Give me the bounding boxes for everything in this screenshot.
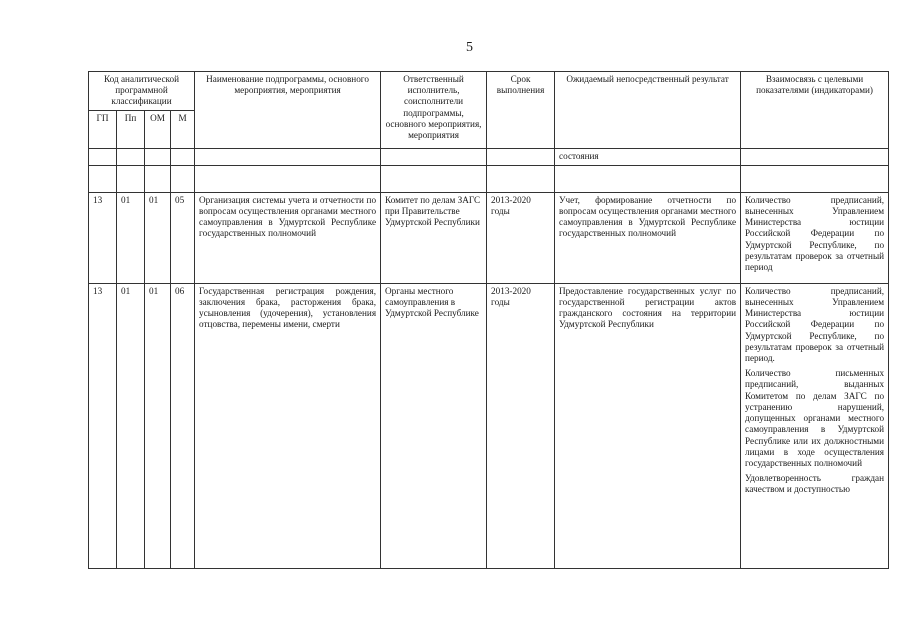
- header-name: Наименование подпрограммы, основного мероприятия, мероприятия: [195, 72, 381, 149]
- cell-name: Организация системы учета и отчетности по вопросам осуществления органами местного самоуправления в Удмуртской Республике государственных полномочий: [195, 192, 381, 283]
- cell-m: 05: [171, 192, 195, 283]
- header-col-pp: Пп: [117, 110, 145, 148]
- cell-om: 01: [145, 283, 171, 568]
- program-table: [88, 71, 889, 569]
- header-executor: Ответственный исполнитель, соисполнители подпрограммы, основного мероприятия, мероприятия: [381, 72, 487, 149]
- link-item: Удовлетворенность граждан качеством и доступностью: [745, 473, 885, 495]
- cell-om: 01: [145, 192, 171, 283]
- header-col-gp: ГП: [89, 110, 117, 148]
- cell-name: Государственная регистрация рождения, заключения брака, расторжения брака, усыновления (удочерения), установления отцовства, перемены имени, смерти: [195, 283, 381, 568]
- continuation-result: состояния: [555, 148, 741, 165]
- header-result: Ожидаемый непосредственный результат: [555, 72, 741, 149]
- header-row: [89, 72, 889, 111]
- table-row: [89, 283, 889, 568]
- cell-link: [741, 283, 889, 568]
- header-term: Срок выполнения: [487, 72, 555, 149]
- table-row: [89, 192, 889, 283]
- cell-executor: Комитет по делам ЗАГС при Правительстве Удмуртской Республики: [381, 192, 487, 283]
- cell-executor: Органы местного самоуправления в Удмуртской Республике: [381, 283, 487, 568]
- cell-term: 2013-2020 годы: [487, 192, 555, 283]
- header-link: Взаимосвязь с целевыми показателями (индикаторами): [741, 72, 889, 149]
- cell-pp: 01: [117, 192, 145, 283]
- spacer-row: [89, 165, 889, 192]
- cell-gp: 13: [89, 192, 117, 283]
- page-number: 5: [466, 40, 473, 55]
- link-item: Количество письменных предписаний, выданных Комитетом по делам ЗАГС по устранению нарушений, допущенных органами местного самоуправления в Удмуртской Республике или их должностными лицами в ходе осуществления государственных полномочий: [745, 368, 885, 468]
- continuation-row: [89, 148, 889, 165]
- link-item: Количество предписаний, вынесенных Управлением Министерства юстиции Российской Федерации по Удмуртской Республике, по результатам проверок за отчетный период.: [745, 285, 885, 363]
- link-item: Количество предписаний, вынесенных Управлением Министерства юстиции Российской Федерации по Удмуртской Республике, по результатам проверок за отчетный период: [745, 194, 885, 272]
- cell-term: 2013-2020 годы: [487, 283, 555, 568]
- cell-result: Предоставление государственных услуг по государственной регистрации актов гражданского состояния на территории Удмуртской Республики: [555, 283, 741, 568]
- header-code-group: Код аналитической программной классификации: [89, 72, 195, 111]
- cell-link: [741, 192, 889, 283]
- cell-gp: 13: [89, 283, 117, 568]
- cell-m: 06: [171, 283, 195, 568]
- cell-result: Учет, формирование отчетности по вопросам осуществления органами местного самоуправления в Удмуртской Республике государственных полномочий: [555, 192, 741, 283]
- header-col-om: ОМ: [145, 110, 171, 148]
- header-col-m: М: [171, 110, 195, 148]
- cell-pp: 01: [117, 283, 145, 568]
